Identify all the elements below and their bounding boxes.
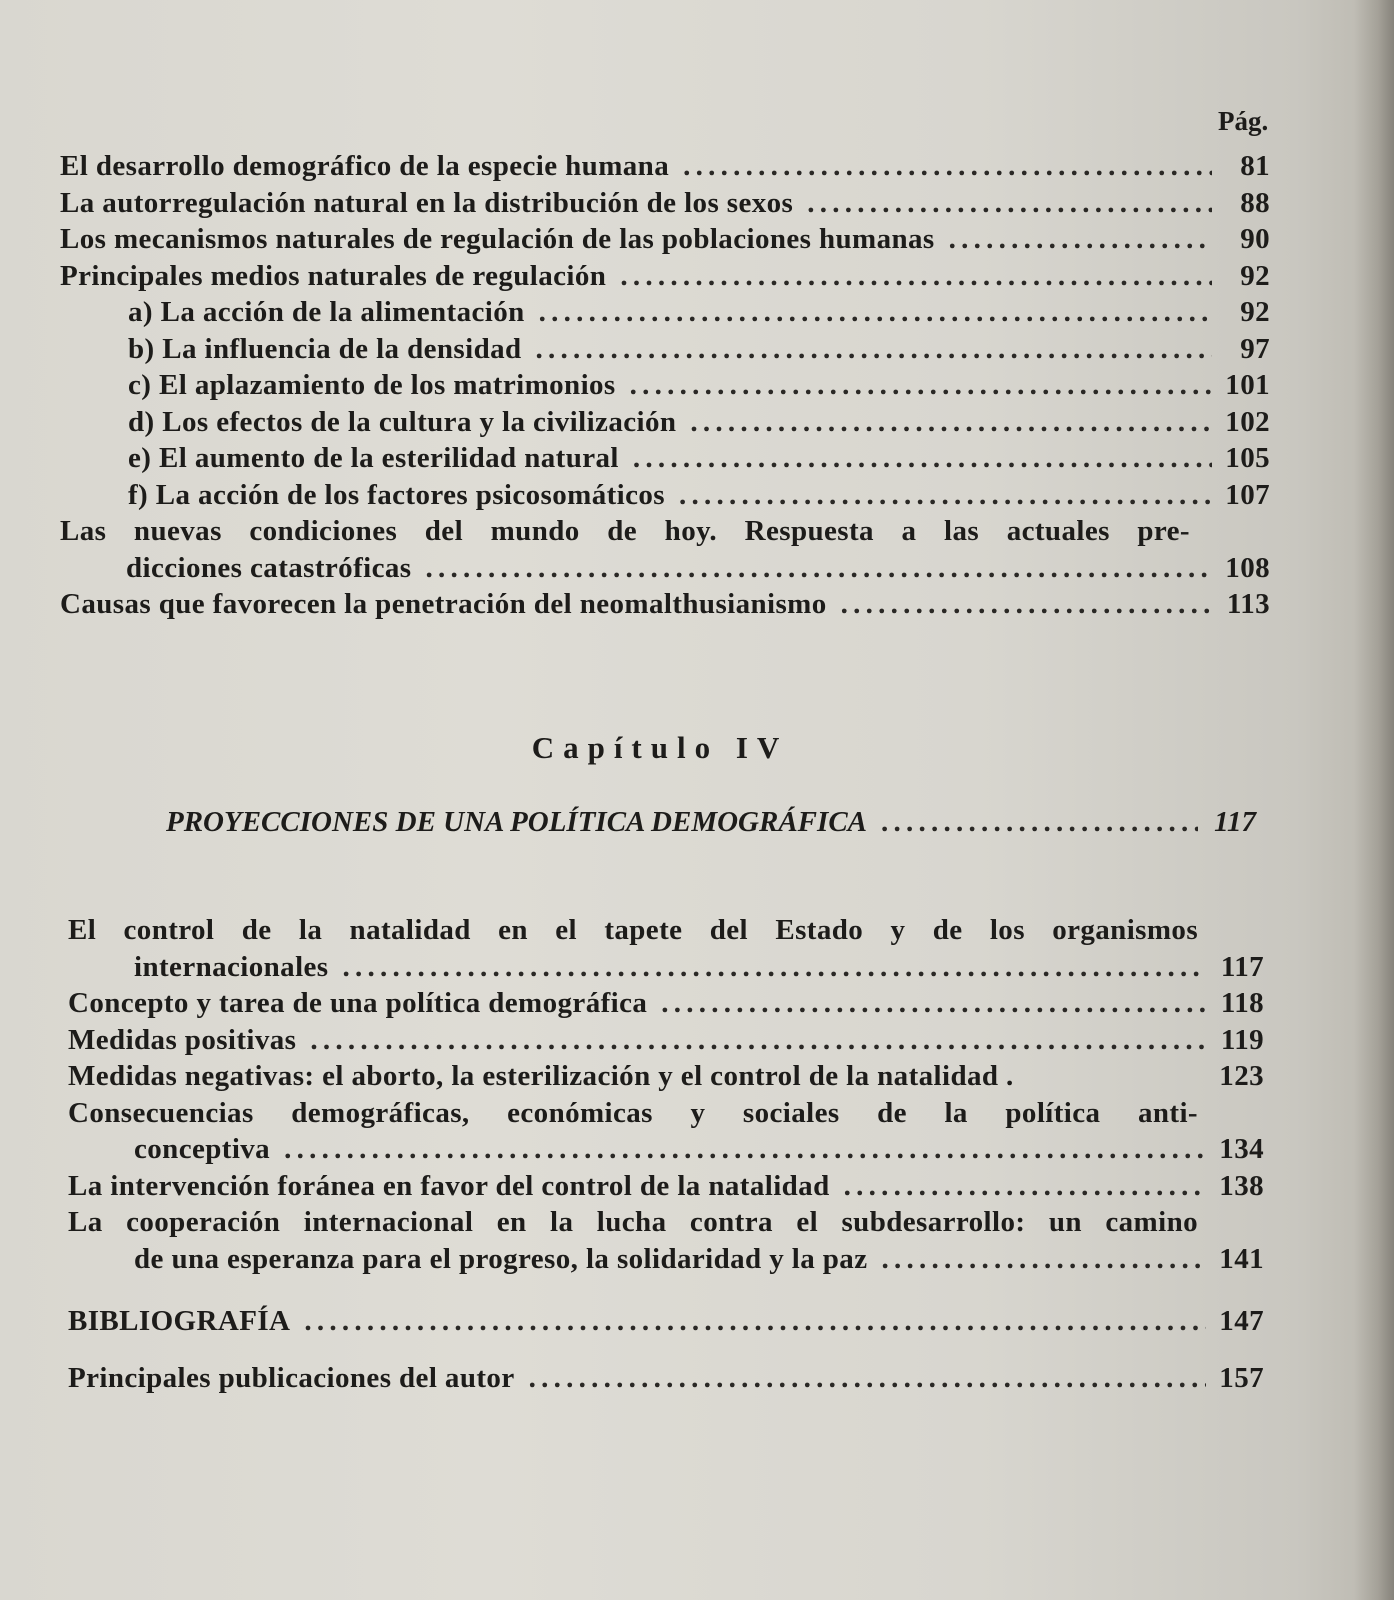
toc-entry-page: 117 bbox=[1220, 950, 1264, 983]
toc-entry-page: 157 bbox=[1219, 1361, 1264, 1394]
toc-entry-continuation bbox=[60, 550, 1270, 587]
dot-leader bbox=[630, 367, 1212, 404]
toc-entry bbox=[60, 258, 1270, 295]
toc-entry-page: 113 bbox=[1226, 588, 1270, 620]
toc-entry-page: 134 bbox=[1219, 1133, 1264, 1165]
toc-entry-title: dicciones catastróficas bbox=[126, 551, 412, 584]
toc-entry-title: Principales publicaciones del autor bbox=[68, 1361, 515, 1394]
toc-entry-page: 123 bbox=[1219, 1060, 1264, 1092]
toc-subentry bbox=[60, 367, 1270, 404]
toc-entry-title: La autorregulación natural en la distribución de los sexos bbox=[60, 186, 794, 219]
dot-leader bbox=[529, 1360, 1206, 1397]
toc-entry-page: 119 bbox=[1220, 1023, 1264, 1056]
toc-entry bbox=[68, 1168, 1264, 1205]
toc-entry-title: d) Los efectos de la cultura y la civilización bbox=[128, 405, 677, 438]
toc-entry-title: conceptiva bbox=[134, 1133, 271, 1165]
toc-entry-title: Principales medios naturales de regulación bbox=[60, 259, 607, 292]
dot-leader bbox=[539, 294, 1212, 331]
chapter-title-page: 117 bbox=[1214, 806, 1256, 838]
toc-entry-page: 105 bbox=[1225, 442, 1270, 474]
dot-leader bbox=[844, 1168, 1206, 1205]
dot-leader bbox=[620, 258, 1212, 295]
chapter-label: Capítulo IV bbox=[531, 730, 789, 765]
toc-entry-first-line: La cooperación internacional en la lucha contra el subdesarrollo: un camino bbox=[68, 1206, 1198, 1238]
dot-leader bbox=[425, 550, 1212, 587]
toc-entry-page: 102 bbox=[1225, 405, 1270, 438]
dot-leader bbox=[841, 586, 1212, 623]
toc-entry-page: 81 bbox=[1240, 150, 1270, 182]
chapter-title-entry bbox=[166, 806, 1256, 839]
toc-entry-page: 92 bbox=[1240, 259, 1270, 292]
toc-entry-title: El desarrollo demográfico de la especie humana bbox=[60, 150, 670, 182]
toc-section-chapter-iii bbox=[60, 148, 1270, 623]
toc-entry bbox=[60, 221, 1270, 258]
dot-leader bbox=[284, 1131, 1206, 1168]
toc-entry-page: 147 bbox=[1219, 1305, 1264, 1337]
toc-entry-title: c) El aplazamiento de los matrimonios bbox=[128, 369, 616, 401]
toc-subentry bbox=[60, 294, 1270, 331]
toc-entry-page: 88 bbox=[1240, 186, 1270, 219]
toc-entry-title: de una esperanza para el progreso, la solidaridad y la paz bbox=[134, 1242, 868, 1275]
dot-leader bbox=[949, 221, 1212, 258]
toc-entry-title: e) El aumento de la esterilidad natural bbox=[128, 442, 619, 474]
toc-entry-page: 118 bbox=[1220, 987, 1264, 1019]
toc-entry bbox=[68, 1022, 1264, 1059]
toc-entry-first-line: El control de la natalidad en el tapete del Estado y de los organismos bbox=[68, 914, 1198, 946]
toc-entry-bibliography bbox=[68, 1303, 1264, 1340]
toc-entry bbox=[68, 1058, 1264, 1095]
dot-leader bbox=[633, 440, 1212, 477]
dot-leader bbox=[304, 1303, 1206, 1340]
toc-entry-title: f) La acción de los factores psicosomáticos bbox=[128, 478, 665, 511]
toc-entry-title: Medidas positivas bbox=[68, 1023, 297, 1056]
dot-leader bbox=[690, 404, 1212, 441]
dot-leader bbox=[881, 806, 1198, 839]
dot-leader bbox=[343, 949, 1207, 986]
dot-leader bbox=[807, 185, 1212, 222]
toc-entry-first-line: Consecuencias demográficas, económicas y sociales de la política anti- bbox=[68, 1096, 1198, 1129]
toc-entry-title: BIBLIOGRAFÍA bbox=[68, 1305, 291, 1337]
dot-leader bbox=[683, 148, 1212, 185]
toc-entry-page: 141 bbox=[1219, 1242, 1264, 1275]
toc-entry-title: Los mecanismos naturales de regulación de las poblaciones humanas bbox=[60, 223, 935, 255]
toc-entry-page: 101 bbox=[1225, 369, 1270, 401]
toc-entry-page: 138 bbox=[1219, 1169, 1264, 1202]
toc-entry-title: a) La acción de la alimentación bbox=[128, 296, 525, 328]
toc-entry-continuation bbox=[68, 949, 1264, 986]
toc-entry bbox=[68, 985, 1264, 1022]
toc-subentry bbox=[60, 477, 1270, 514]
toc-subentry bbox=[60, 440, 1270, 477]
toc-entry-title: Concepto y tarea de una política demográfica bbox=[68, 987, 648, 1019]
toc-subentry bbox=[60, 404, 1270, 441]
toc-entry-continuation bbox=[68, 1241, 1264, 1278]
toc-entry-page: 90 bbox=[1240, 223, 1270, 255]
toc-entry-continuation bbox=[68, 1131, 1264, 1168]
toc-entry bbox=[60, 148, 1270, 185]
chapter-title: PROYECCIONES DE UNA POLÍTICA DEMOGRÁFICA bbox=[166, 806, 867, 838]
toc-entry-first-line: Las nuevas condiciones del mundo de hoy. Respuesta a las actuales pre- bbox=[60, 515, 1190, 547]
dot-leader bbox=[661, 985, 1206, 1022]
toc-entry-title: Medidas negativas: el aborto, la esterilización y el control de la natalidad . bbox=[68, 1060, 1014, 1092]
toc-entry-page: 108 bbox=[1225, 551, 1270, 584]
page-edge-shadow bbox=[1354, 0, 1394, 1600]
toc-subentry bbox=[60, 331, 1270, 368]
page-column-header: Pág. bbox=[1218, 106, 1269, 136]
toc-entry-title: La intervención foránea en favor del control de la natalidad bbox=[68, 1169, 830, 1202]
dot-leader bbox=[679, 477, 1212, 514]
toc-entry-title: Causas que favorecen la penetración del neomalthusianismo bbox=[60, 588, 827, 620]
dot-leader bbox=[536, 331, 1212, 368]
toc-entry-page: 107 bbox=[1225, 478, 1270, 511]
toc-entry-page: 92 bbox=[1240, 296, 1270, 328]
toc-entry bbox=[60, 185, 1270, 222]
toc-entry-title: internacionales bbox=[134, 950, 329, 983]
toc-entry-page: 97 bbox=[1240, 332, 1270, 365]
toc-section-chapter-iv bbox=[68, 912, 1264, 1396]
dot-leader bbox=[310, 1022, 1206, 1059]
toc-entry-title: b) La influencia de la densidad bbox=[128, 332, 522, 365]
toc-entry-publications bbox=[68, 1360, 1264, 1397]
dot-leader bbox=[881, 1241, 1206, 1278]
toc-entry bbox=[60, 586, 1270, 623]
